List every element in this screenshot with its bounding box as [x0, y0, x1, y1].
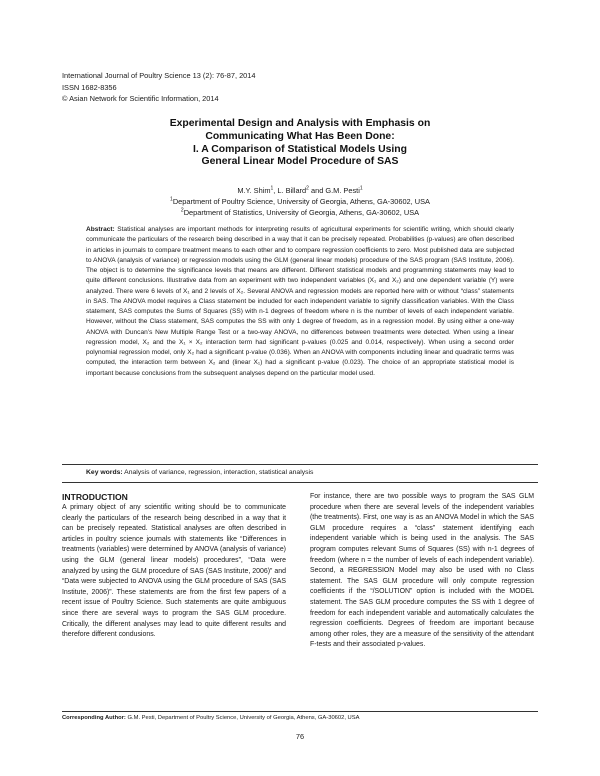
author-sup-pesti: 1	[359, 185, 363, 192]
journal-issn: ISSN 1682-8356	[62, 82, 117, 92]
affiliation-1-sup: 1	[170, 196, 173, 203]
keywords-text: Analysis of variance, regression, interaction, statistical analysis	[124, 469, 314, 476]
journal-header	[62, 70, 256, 105]
journal-citation: International Journal of Poultry Science 13 (2): 76-87, 2014	[62, 71, 256, 80]
affiliation-2-text: Department of Statistics, University of Georgia, Athens, GA-30602, USA	[183, 207, 420, 217]
abstract-text: Statistical analyses are important methods for interpreting results of agricultural experiments for scientific writing, which should clearly communicate the particulars of the research being described in a way that it can be precisely repeated. Probabilities (p-values) are often described in articles in journals to compare treatment means to each other and to compare regression coefficients to zero. Most published data are subjected to ANOVA (analysis of variance) or regression models using the GLM (general linear models) procedure of the SAS program (SAS Institute, 2006). The object is to determine the significance levels that means are different. Different statistical models and programming statements may lead to quite different conclusions. Illustrative data from an experiment with two independent variables (X₁ and X₂) and one dependent variable (Y) were analyzed. There were 6 levels of X₁ and 2 levels of X₂. Several ANOVA and regression models are reported here with or without “class” statements in SAS. The ANOVA model requires a Class statement be included for each independent variable to signify classification variables. With the Class statement, SAS computes the Sums of Squares (SS) with n-1 degrees of freedom where n is the number of levels of each independent variable. However, without the Class statement, SAS computes the SS with only 1 degree of freedom, as in a regression model. By using either a one-way ANOVA with Duncan’s New Multiple Range Test or a two-way ANOVA, no differences between treatments were detected. When using a linear regression model, X₂ and the X₁ × X₂ interaction term had significant p-values (0.025 and 0.014, respectively). When using a second order polynomial regression model, only X₂ had a significant p-value (0.036). When an ANOVA with components including linear and quadratic terms was computed, the interaction term between X₂ and (linear X₁) had a significant p-value (0.023). The choice of an appropriate statistical model is important because conclusions from the subsequent analyses depend on the particular model used.	[86, 226, 514, 377]
keywords-top-rule	[62, 464, 538, 465]
intro-right-text: For instance, there are two possible ways to program the SAS GLM procedure when there are several levels of the independent variables (the treatments). First, one way is as an ANOVA Model in which the SAS GLM procedure requires a “class” statement identifying each independent variable which is being used in the analysis. The SAS program computes relevant Sums of Squares (SS) with n-1 degrees of freedom (where n = the number of levels of each independent variable). Second, a REGRESSION Model may also be used with no Class statement. The SAS GLM procedure will only compute regression coefficients if the “/SOLUTION” option is included with the MODEL statement. The SAS GLM procedure computes the SS with 1 degree of freedom for each independent variable and automatically calculates the regression coefficients. Degrees of freedom are important because among other roles, they are a measure of the sensitivity of the attendant F-tests and their associated p-values.	[310, 493, 534, 649]
affiliation-1-text: Department of Poultry Science, University of Georgia, Athens, GA-30602, USA	[172, 196, 430, 206]
author-sup-billard: 2	[306, 185, 309, 192]
keywords-label: Key words:	[86, 469, 123, 476]
keywords	[86, 468, 514, 478]
page-number: 76	[295, 732, 305, 741]
abstract-label: Abstract:	[86, 226, 115, 233]
footnote-rule	[62, 711, 538, 712]
author-name-pesti: and G.M. Pesti	[308, 186, 360, 195]
author-sup-shim: 1	[270, 185, 274, 192]
affiliation-2	[60, 208, 540, 219]
affiliation-1	[60, 197, 540, 208]
author-name-shim: M.Y. Shim	[237, 186, 271, 195]
title-line-4: General Linear Model Procedure of SAS	[201, 156, 399, 168]
corresponding-author-footnote	[62, 714, 538, 723]
journal-copyright: © Asian Network for Scientific Information, 2014	[62, 94, 219, 103]
intro-left-text: A primary object of any scientific writing should be to communicate clearly the particulars of the research being described in a way that it can be precisely repeated. Statistical analyses are often described in articles in poultry science journals with statements like “Differences in treatments (variables) were determined by ANOVA (analysis of variance) using the GLM (general linear models) procedures”, “Data were analyzed by using the GLM procedure of SAS (SAS Institute, 2006)” and “Data were subjected to ANOVA using the GLM procedure of SAS (SAS Institute, 2006)”. These statements are from the first few papers of a recent issue of Poultry Science. Such statements are quite ambiguous since there are several ways to program the SAS GLM procedure. Critically, the different analyses may lead to quite different results and therefore different condusions.	[62, 504, 286, 639]
author-name-billard: , L. Billard	[273, 186, 307, 195]
title-line-1: Experimental Design and Analysis with Emphasis on	[169, 118, 431, 129]
introduction-heading: INTRODUCTION	[62, 492, 128, 502]
intro-left-column	[62, 492, 286, 641]
author-names	[60, 186, 540, 197]
affiliation-2-sup: 2	[180, 207, 184, 214]
footnote-text: G.M. Pesti, Department of Poultry Science, University of Georgia, Athens, GA-30602, USA	[127, 715, 360, 721]
abstract	[86, 225, 514, 379]
keywords-bottom-rule	[62, 482, 538, 483]
title-line-3: I. A Comparison of Statistical Models Using	[193, 143, 407, 155]
title-line-2: Communicating What Has Been Done:	[205, 130, 395, 142]
footnote-label: Corresponding Author:	[62, 715, 126, 721]
intro-right-column	[310, 492, 534, 651]
author-block	[60, 186, 540, 218]
paper-title	[90, 118, 510, 169]
